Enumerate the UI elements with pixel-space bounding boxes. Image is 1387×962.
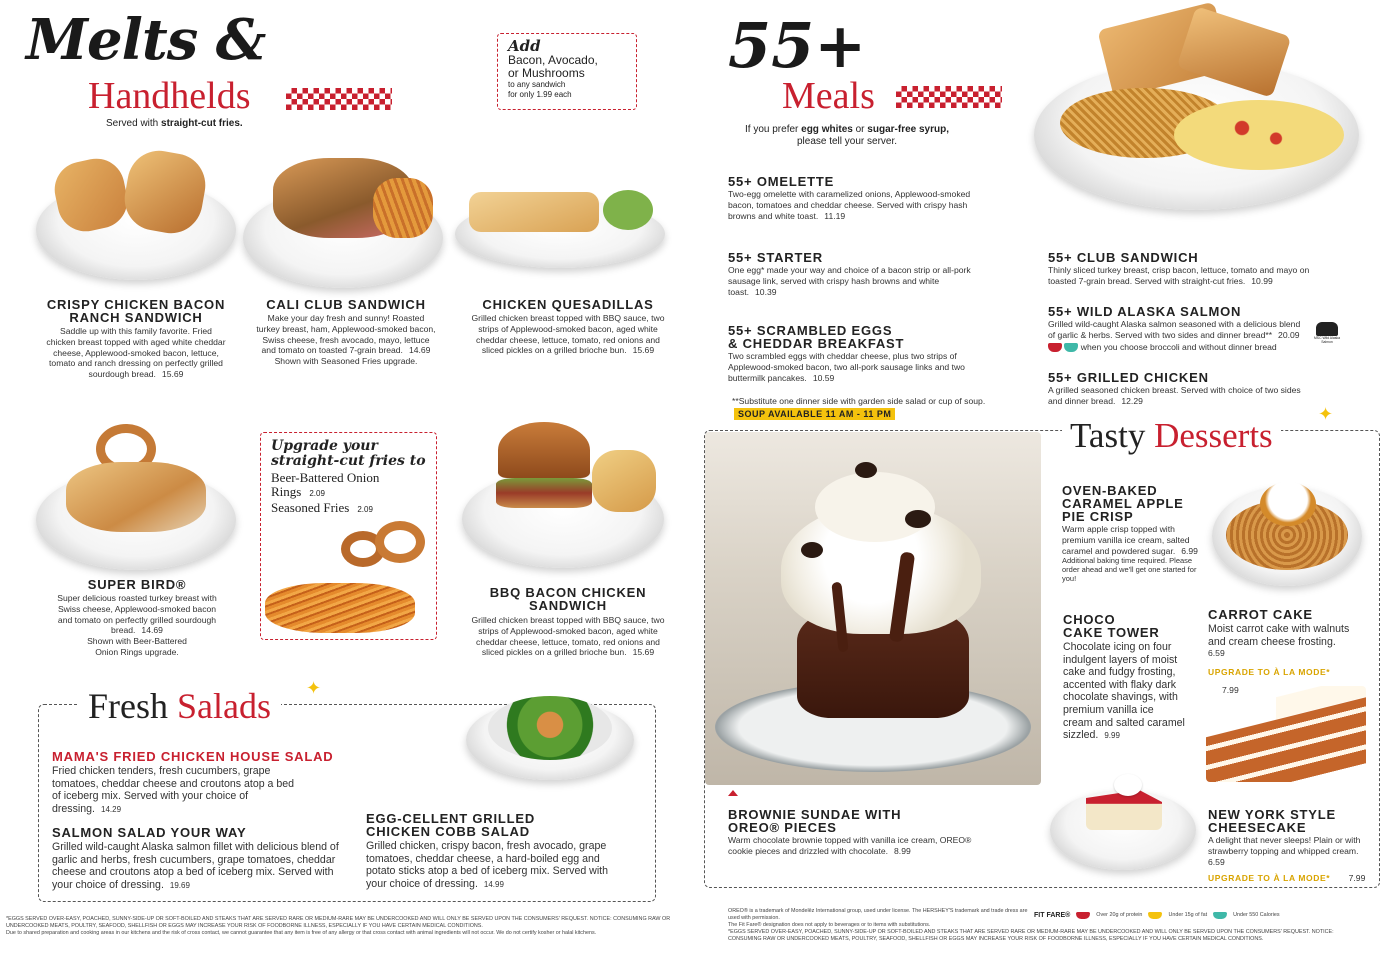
- item-name-line2: CAKE TOWER: [1063, 625, 1160, 640]
- footer-right-fitfare-note: The Fit Fare® designation does not apply to beverages or to items with substitutions.: [728, 922, 931, 928]
- meals55-item-starter: [728, 251, 990, 297]
- item-desc: Chocolate icing on four indulgent layers of moist cake and fudgy frosting, accented with flaky dark chocolate shavings, with premium vanilla ice cream and salted caramel sizzled.: [1063, 641, 1185, 742]
- item-desc: Warm chocolate brownie topped with vanilla ice cream, OREO® cookie pieces and drizzled with chocolate.: [728, 835, 972, 856]
- item-name: BROWNIE SUNDAE WITH: [728, 807, 902, 822]
- fit-fare-calorie-icon: [1064, 343, 1078, 352]
- footer-right-trademark: OREO® is a trademark of Mondelēz International group, used under license. The HERSHEY'S trademark and trade dress are used with permission.: [728, 908, 1028, 921]
- item-name: EGG-CELLENT GRILLED: [366, 811, 536, 826]
- sparkle-icon: ✦: [306, 678, 322, 698]
- meals55-item-scrambled: [728, 324, 990, 383]
- item-desc: Moist carrot cake with walnuts and cream cheese frosting.: [1208, 623, 1350, 648]
- item-desc: Two scrambled eggs with cheddar cheese, plus two strips of Applewood-smoked bacon, two all-pork sausage links and two buttermilk pancakes.: [728, 351, 965, 383]
- item-desc: Grilled chicken breast topped with BBQ sauce, two strips of Applewood-smoked bacon, aged white cheddar cheese, lettuce, tomato, red onions and sliced pickles on a grilled brioche bun.: [471, 615, 665, 658]
- upgrade-opt1b: Rings: [271, 484, 302, 499]
- fit-fare-calorie-icon: [1213, 912, 1227, 919]
- desserts-title: Tasty Desserts: [1062, 416, 1281, 456]
- add-line4: for only 1.99 each: [508, 90, 572, 99]
- upgrade-opt2-price: 2.09: [357, 505, 373, 514]
- upgrade-heading1: Upgrade your: [271, 438, 378, 454]
- item-name-line2: OREO® PIECES: [728, 820, 837, 835]
- footer-right: [728, 908, 1368, 943]
- item-desc: Super delicious roasted turkey breast with Swiss cheese, Applewood-smoked bacon and tomato on perfectly grilled sourdough bread.: [57, 593, 217, 636]
- item-price: 10.59: [812, 372, 835, 383]
- dessert-item-choco-cake: [1063, 613, 1185, 743]
- fit-fare-protein-icon: [1076, 912, 1090, 919]
- item-name-line2: & CHEDDAR BREAKFAST: [728, 336, 905, 351]
- omelette-plate-image: [1034, 60, 1359, 210]
- item-desc: Grilled wild-caught Alaska salmon fillet with delicious blend of garlic and herbs, fresh cucumbers, grape tomatoes, cheddar cheese and croutons atop a bed of iceberg mix. Served with your choice of dressing.: [52, 841, 339, 891]
- item-name: 55+ GRILLED CHICKEN: [1048, 370, 1209, 385]
- add-heading: Add: [508, 37, 541, 55]
- carrot-cake-image: [1206, 686, 1366, 782]
- checker-banner-meals: [896, 86, 1002, 108]
- item-name: BBQ BACON CHICKEN: [489, 585, 647, 600]
- item-desc: Make your day fresh and sunny! Roasted turkey breast, ham, Applewood-smoked bacon, Swiss cheese, fresh avocado, mayo, lettuce and tomato on toasted 7-grain bread.: [256, 313, 436, 356]
- dessert-item-cheesecake: [1208, 808, 1366, 886]
- item-name: 55+ CLUB SANDWICH: [1048, 250, 1199, 265]
- item-name: CHICKEN QUESADILLAS: [482, 297, 654, 312]
- fries-upgrade-box: [260, 432, 437, 640]
- fit-fare-protein-icon: [1048, 343, 1062, 352]
- meals55-title-word: Meals: [782, 75, 875, 117]
- cali-club-sandwich-image: [243, 188, 443, 288]
- meals55-title-num: 55+: [728, 9, 867, 82]
- fit-fare-fat-icon: [1148, 912, 1162, 919]
- item-desc: A grilled seasoned chicken breast. Served with choice of two sides and dinner bread.: [1048, 385, 1301, 406]
- item-desc: One egg* made your way and choice of a bacon strip or all-pork sausage link, served with crispy hash browns and white toast.: [728, 265, 971, 297]
- menu-item-super-bird: [44, 578, 230, 658]
- item-name-line2: SANDWICH: [529, 598, 607, 613]
- item-name: 55+ STARTER: [728, 250, 823, 265]
- menu-item-bbq-bacon-chicken: [468, 586, 668, 658]
- add-box: [497, 33, 637, 110]
- melts-subtitle: Served with straight-cut fries.: [106, 118, 243, 129]
- upgrade-a-la-mode-label: UPGRADE TO À LA MODE*: [1208, 666, 1331, 677]
- bbq-bacon-chicken-image: [462, 470, 664, 568]
- item-price: 6.59: [1208, 856, 1225, 867]
- item-price: 12.29: [1121, 395, 1143, 406]
- upgrade-heading2: straight-cut fries to: [271, 453, 426, 469]
- melts-title-serif: Handhelds: [88, 75, 251, 117]
- item-desc: Grilled chicken breast topped with BBQ sauce, two strips of Applewood-smoked bacon, aged white cheddar cheese, lettuce, tomato, red onions and sliced pickles on a grilled brioche bun.: [471, 313, 665, 356]
- item-desc: Saddle up with this family favorite. Fried chicken breast topped with aged white cheddar cheese, Applewood-smoked bacon, lettuce, tomato and ranch dressing on perfectly grilled sourdough bread.: [46, 326, 226, 380]
- add-line3: to any sandwich: [508, 80, 566, 89]
- dessert-item-brownie-sundae: [728, 794, 1028, 857]
- item-desc: Grilled chicken, crispy bacon, fresh avocado, grape tomatoes, cheddar cheese, a hard-boiled egg and potato sticks atop a bed of iceberg mix. Served with your choice of dressing.: [366, 840, 609, 890]
- item-name: 55+ SCRAMBLED EGGS: [728, 323, 893, 338]
- item-name-line2: CARAMEL APPLE: [1062, 496, 1184, 511]
- item-name: CHOCO: [1063, 612, 1116, 627]
- menu-item-crispy-chicken: [36, 298, 236, 380]
- footer-left-allergy: Due to shared preparation and cooking areas in our kitchens and the risk of cross contact, we cannot guarantee that any item is free of any allergy or that cross contact with animal ingredients will not occur. We do not certify kosher or halal kitchens.: [6, 930, 597, 936]
- item-price: 6.59: [1208, 648, 1225, 659]
- footer-left: [6, 916, 678, 937]
- item-price: 8.99: [894, 845, 911, 856]
- item-price: 9.99: [1104, 731, 1120, 741]
- cheesecake-image: [1050, 790, 1196, 870]
- item-price: 10.39: [755, 286, 777, 297]
- fit-fare-label: FIT FARE®: [1034, 911, 1071, 919]
- footer-right-warning: *EGGS SERVED OVER-EASY, POACHED, SUNNY-SIDE-UP OR SOFT-BOILED AND STEAKS THAT ARE SERVED RARE OR MEDIUM-RARE MAY BE UNDERCOOKED AND WILL ONLY BE SERVED UPON THE CONSUMERS' REQUEST. NOTICE: CONSUMING RAW OR UNDERCOOKED MEATS, POULTRY, SEAFOOD, SHELLFISH OR EGGS MAY INCREASE YOUR RISK OF FOODBORNE ILLNESS, ESPECIALLY IF YOU HAVE CERTAIN MEDICAL CONDITIONS.: [728, 929, 1334, 942]
- item-desc: Fried chicken tenders, fresh cucumbers, grape tomatoes, cheddar cheese and croutons atop a bed of iceberg mix. Served with your choice of dressing.: [52, 765, 295, 815]
- item-price: 10.99: [1251, 275, 1273, 286]
- add-line2: or Mushrooms: [508, 66, 585, 80]
- meals55-footnote: **Substitute one dinner side with garden side salad or cup of soup.: [732, 396, 986, 406]
- upgrade-opt1: Beer-Battered Onion: [271, 470, 380, 485]
- meals55-item-omelette: [728, 175, 988, 221]
- item-desc: Grilled wild-caught Alaska salmon seasoned with a delicious blend of garlic & herbs. Served with two sides and dinner bread**: [1048, 319, 1301, 340]
- item-desc: Thinly sliced turkey breast, crisp bacon, lettuce, tomato and mayo on toasted 7-grain bread. Served with straight-cut fries.: [1048, 265, 1310, 286]
- msc-logo: MSC Wild Alaska Salmon: [1312, 322, 1342, 344]
- item-name: NEW YORK STYLE: [1208, 807, 1336, 822]
- item-name: CALI CLUB SANDWICH: [266, 297, 426, 312]
- item-name: OVEN-BAKED: [1062, 483, 1158, 498]
- item-price: 14.69: [141, 625, 163, 636]
- sparkle-icon: ✦: [1318, 404, 1334, 424]
- salad-image: [466, 700, 634, 780]
- upgrade-price: 7.99: [1222, 684, 1239, 695]
- footer-left-warning: *EGGS SERVED OVER-EASY, POACHED, SUNNY-SIDE-UP OR SOFT-BOILED AND STEAKS THAT ARE SERVED RARE OR MEDIUM-RARE MAY BE UNDERCOOKED AND WILL ONLY BE SERVED UPON THE CONSUMERS' REQUEST. NOTICE: CONSUMING RAW OR UNDERCOOKED MEATS, POULTRY, SEAFOOD, SHELLFISH OR EGGS MAY INCREASE YOUR RISK OF FOODBORNE ILLNESS, ESPECIALLY IF YOU HAVE CERTAIN MEDICAL CONDITIONS.: [6, 916, 671, 929]
- fit-fare-legend-calories: Under 550 Calories: [1233, 911, 1280, 918]
- item-desc: A delight that never sleeps! Plain or with strawberry topping and whipped cream.: [1208, 835, 1361, 856]
- item-name: CARROT CAKE: [1208, 607, 1313, 622]
- item-price: 14.29: [101, 804, 122, 814]
- item-name: SALMON SALAD YOUR WAY: [52, 825, 247, 840]
- item-extra: Shown with Seasoned Fries upgrade.: [274, 356, 418, 367]
- menu-item-cali-club: [256, 298, 436, 367]
- item-price: 14.99: [483, 879, 504, 889]
- item-price: 20.09: [1278, 329, 1300, 340]
- item-name-line3: PIE CRISP: [1062, 509, 1134, 524]
- salmon-note: when you choose broccoli and without dinner bread: [1080, 341, 1277, 352]
- melts-title-script: Melts &: [26, 7, 266, 73]
- item-name: 55+ WILD ALASKA SALMON: [1048, 304, 1242, 319]
- salad-item-cobb: [366, 812, 622, 891]
- item-extra: Shown with Beer-Battered Onion Rings upgrade.: [87, 636, 187, 657]
- dessert-item-carrot-cake: [1208, 608, 1364, 698]
- upgrade-opt2: Seasoned Fries: [271, 500, 350, 515]
- upgrade-a-la-mode-label: UPGRADE TO À LA MODE*: [1208, 873, 1331, 884]
- item-name: 55+ OMELETTE: [728, 174, 835, 189]
- item-price: 14.69: [408, 345, 431, 356]
- fit-fare-legend-protein: Over 20g of protein: [1096, 911, 1143, 918]
- meals55-item-grilled-chicken: [1048, 371, 1308, 407]
- add-line1: Bacon, Avocado,: [508, 53, 598, 67]
- item-desc: Two-egg omelette with caramelized onions, Applewood-smoked bacon, tomatoes and cheddar cheese. Served with crispy hash browns and white toast.: [728, 189, 971, 221]
- salad-item-salmon: [52, 826, 342, 892]
- item-price: 15.69: [632, 345, 655, 356]
- item-name: CRISPY CHICKEN BACON: [46, 297, 226, 312]
- meals55-intro: If you prefer egg whites or sugar-free syrup, please tell your server.: [745, 124, 949, 147]
- item-name: MAMA'S FRIED CHICKEN HOUSE SALAD: [52, 749, 334, 764]
- item-price: 15.69: [161, 369, 184, 380]
- menu-item-chicken-quesadillas: [468, 298, 668, 356]
- checker-banner-melts: [286, 88, 392, 110]
- item-name-line2: CHICKEN COBB SALAD: [366, 824, 530, 839]
- meals55-item-salmon: [1048, 305, 1316, 352]
- crispy-chicken-sandwich-image: [36, 180, 236, 280]
- brownie-sundae-photo: [705, 432, 1041, 785]
- soup-availability-badge: SOUP AVAILABLE 11 AM - 11 PM: [734, 408, 895, 420]
- item-name-line2: RANCH SANDWICH: [69, 310, 203, 325]
- fit-fare-protein-icon: [728, 790, 738, 796]
- salads-title: Fresh Salads: [78, 686, 281, 726]
- item-price: 19.69: [169, 880, 190, 890]
- meals55-item-club: [1048, 251, 1318, 287]
- apple-crisp-image: [1212, 486, 1362, 586]
- item-price: 11.19: [824, 210, 846, 221]
- dessert-item-apple-crisp: [1062, 484, 1202, 583]
- seasoned-fries-image: [265, 583, 415, 633]
- item-name: SUPER BIRD®: [87, 577, 187, 592]
- item-price: 15.69: [632, 647, 655, 658]
- item-desc: Warm apple crisp topped with premium vanilla ice cream, salted caramel and powdered sugar.: [1062, 524, 1190, 556]
- upgrade-price: 7.99: [1348, 873, 1366, 884]
- item-price: 6.99: [1181, 545, 1198, 556]
- onion-rings-image: [341, 521, 429, 579]
- chicken-quesadillas-image: [455, 200, 665, 268]
- super-bird-image: [36, 470, 236, 570]
- salad-item-mamas: [52, 750, 352, 816]
- item-name-line2: CHEESECAKE: [1208, 820, 1307, 835]
- upgrade-opt1-price: 2.09: [309, 489, 325, 498]
- fit-fare-legend-fat: Under 15g of fat: [1168, 911, 1208, 918]
- item-extra: Additional baking time required. Please order ahead and we'll get one started for you!: [1062, 556, 1197, 584]
